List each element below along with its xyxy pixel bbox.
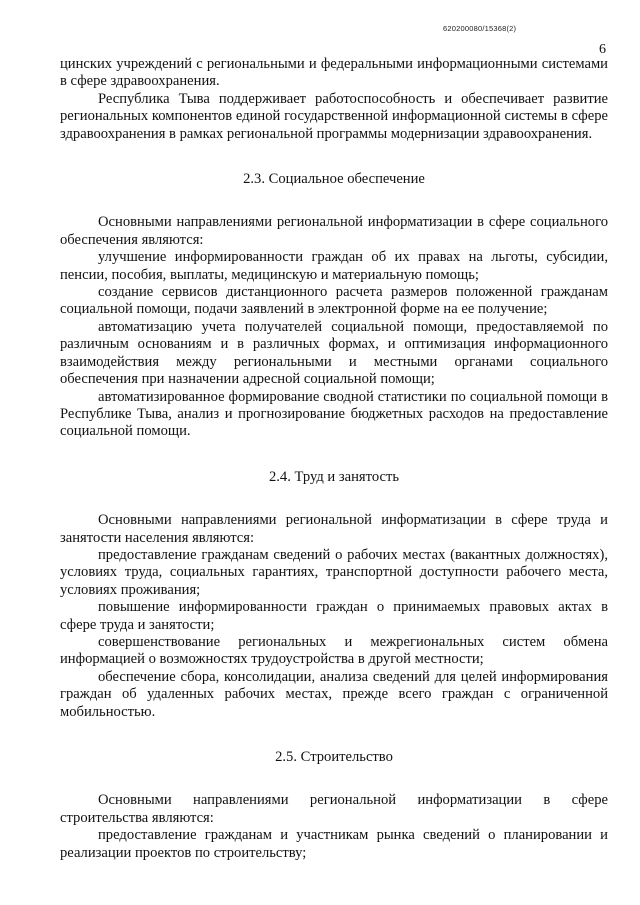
page-number: 6 xyxy=(599,42,606,57)
list-item: автоматизированное формирование сводной статистики по социальной помощи в Республике Тыва, анализ и прогнозирование бюджетных расходов на предоставление социальной помощи. xyxy=(60,388,608,440)
section-heading-social: 2.3. Социальное обеспечение xyxy=(243,171,425,188)
document-code: 620200080/15368(2) xyxy=(443,24,517,33)
paragraph-intro-construction: Основными направлениями региональной информатизации в сфере строительства являются: xyxy=(60,792,608,826)
list-item: совершенствование региональных и межрегиональных систем обмена информацией о возможностях трудоустройства в другой местности; xyxy=(60,633,608,668)
list-item: улучшение информированности граждан об их правах на льготы, субсидии, пенсии, пособия, выплаты, медицинскую и материальную помощь; xyxy=(60,249,608,283)
list-item: создание сервисов дистанционного расчета размеров положенной гражданам социальной помощи, подачи заявлений в электронной форме на ее получение; xyxy=(60,284,608,318)
list-item: предоставление гражданам сведений о рабочих местах (вакантных должностях), условиях труда, социальных гарантиях, транспортной доступности рабочего места, условиях проживания; xyxy=(60,546,608,598)
section-heading-labor: 2.4. Труд и занятость xyxy=(268,468,400,485)
paragraph-continuation: цинских учреждений с региональными и федеральными информационными системами в сфере здравоохранения. xyxy=(60,56,608,90)
list-item: предоставление гражданам и участникам рынка сведений о планировании и реализации проектов по строительству; xyxy=(60,827,608,861)
list-item: обеспечение сбора, консолидации, анализа сведений для целей информирования граждан об удаленных рабочих местах, прежде всего граждан с ограниченной мобильностью. xyxy=(60,668,608,720)
list-item: автоматизацию учета получателей социальной помощи, предоставляемой по различным основаниям и в различных формах, и оптимизация информационного взаимодействия между региональными и местными органами социального обеспечения при назначении адресной социальной помощи; xyxy=(60,318,608,388)
paragraph-intro-social: Основными направлениями региональной информатизации в сфере социального обеспечения являются: xyxy=(60,214,608,248)
paragraph-tyva: Республика Тыва поддерживает работоспособность и обеспечивает развитие региональных компонентов единой государственной информационной системы в сфере здравоохранения в рамках региональной программы модернизации здравоохранения. xyxy=(60,90,608,142)
section-heading-construction: 2.5. Строительство xyxy=(275,749,393,765)
list-item: повышение информированности граждан о принимаемых правовых актах в сфере труда и занятости; xyxy=(60,599,608,633)
paragraph-intro-labor: Основными направлениями региональной информатизации в сфере труда и занятости населения являются: xyxy=(60,512,608,546)
document-body xyxy=(60,56,608,862)
